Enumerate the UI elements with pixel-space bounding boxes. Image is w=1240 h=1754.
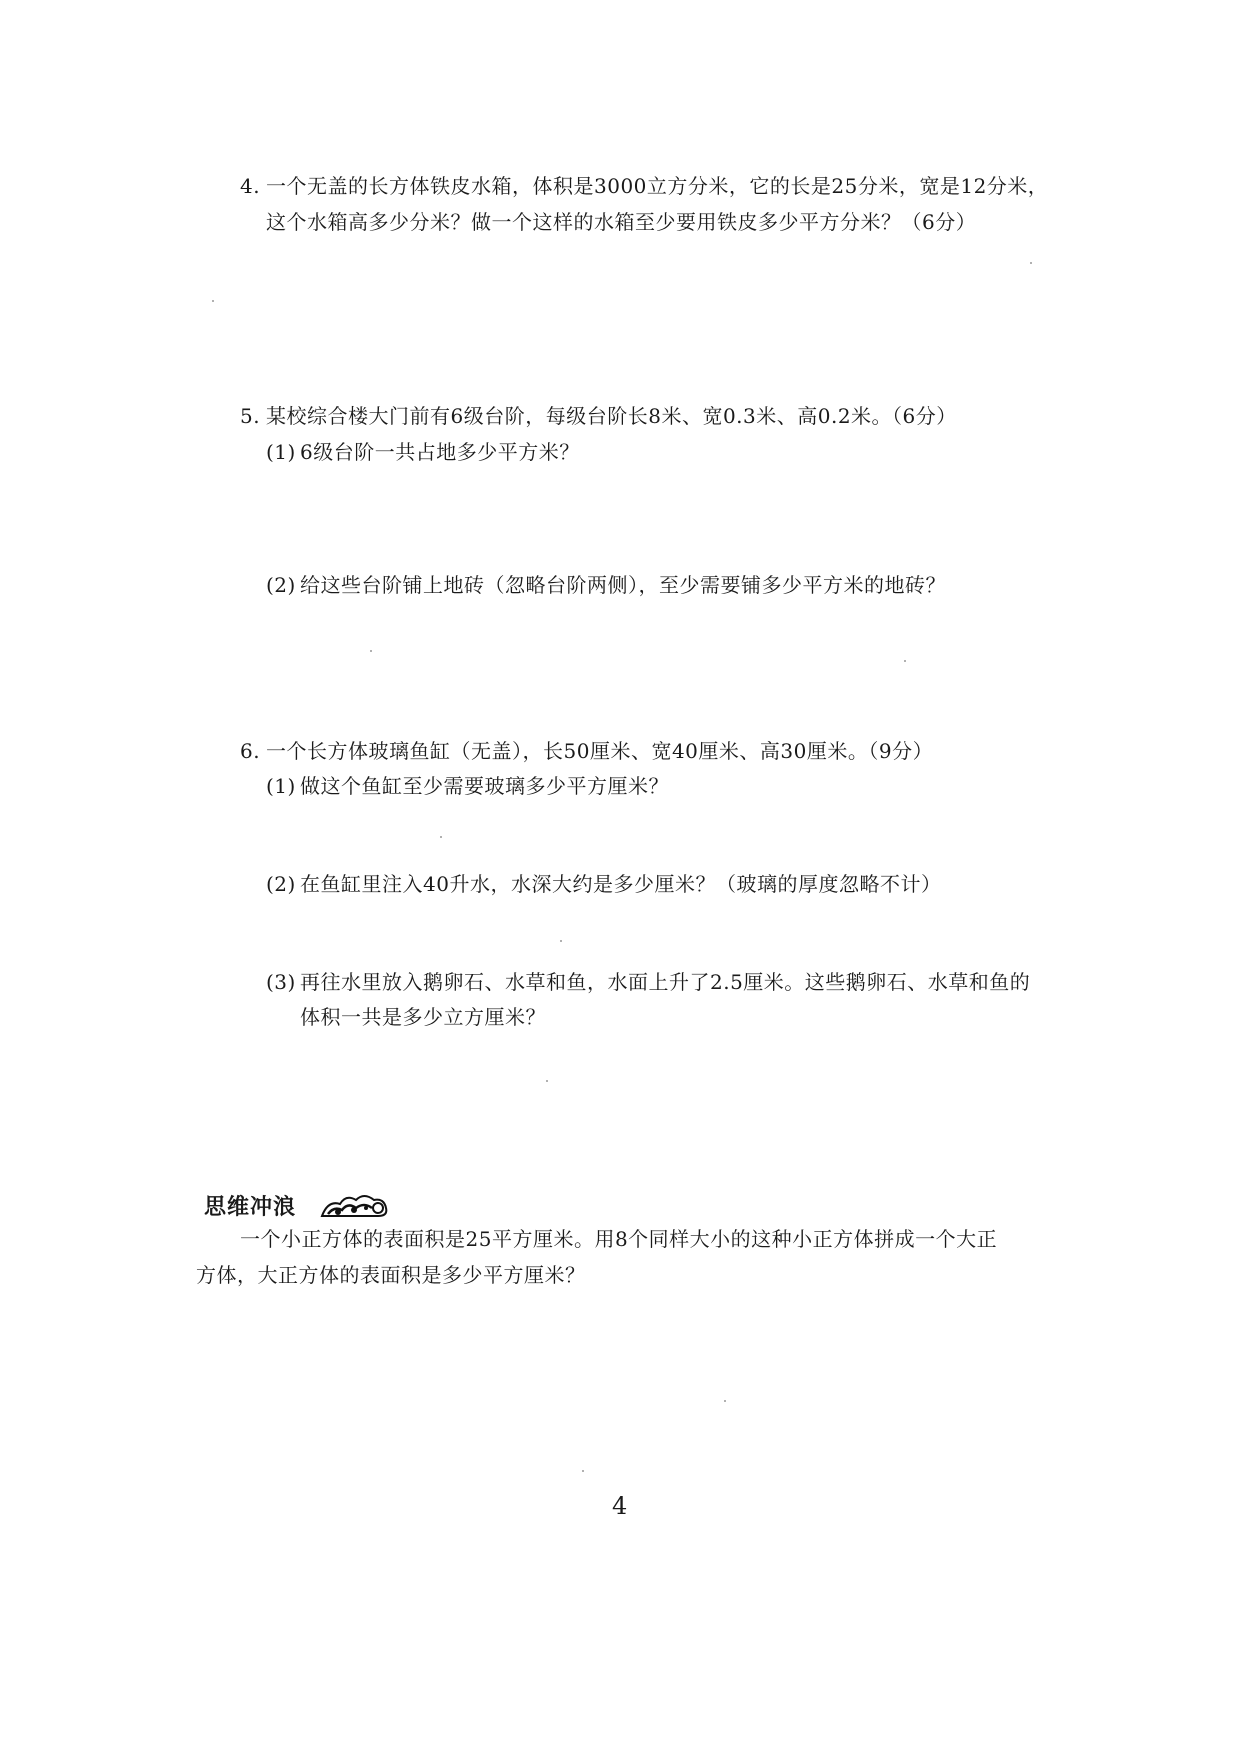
- question-5-sub-1-text: 6级台阶一共占地多少平方米？: [300, 440, 580, 464]
- question-5-line-1: [240, 402, 957, 430]
- question-5-number: 5.: [240, 404, 261, 428]
- question-6-sub-3-line-2: 体积一共是多少立方厘米？: [300, 1005, 546, 1029]
- scan-speck: [370, 650, 372, 652]
- section-heading: 思维冲浪: [204, 1195, 297, 1220]
- question-6-sub-1-label: (1): [266, 774, 296, 798]
- question-5-sub-1: [266, 438, 580, 466]
- thinking-line-1: 一个小正方体的表面积是25平方厘米。用8个同样大小的这种小正方体拼成一个大正: [240, 1227, 998, 1251]
- question-6-number: 6.: [240, 739, 261, 763]
- question-6-sub-2: [266, 870, 941, 898]
- question-6-sub-3-label: (3): [266, 970, 296, 994]
- question-6-sub-1: [266, 772, 669, 800]
- wave-ornament-icon: [318, 1186, 390, 1222]
- question-6-sub-3-text-1: 再往水里放入鹅卵石、水草和鱼，水面上升了2.5厘米。这些鹅卵石、水草和鱼的: [300, 970, 1031, 994]
- question-6-sub-3-line-1: [266, 968, 1030, 996]
- question-5-sub-2-text: 给这些台阶铺上地砖（忽略台阶两侧），至少需要铺多少平方米的地砖？: [300, 573, 946, 597]
- question-6-sub-2-text: 在鱼缸里注入40升水，水深大约是多少厘米？（玻璃的厚度忽略不计）: [300, 872, 942, 896]
- scan-speck: [1030, 262, 1032, 264]
- thinking-line-2: 方体，大正方体的表面积是多少平方厘米？: [196, 1263, 586, 1287]
- question-6-sub-1-text: 做这个鱼缸至少需要玻璃多少平方厘米？: [300, 774, 669, 798]
- question-4-number: 4.: [240, 174, 261, 198]
- scan-speck: [440, 836, 442, 838]
- question-6-text-1: 一个长方体玻璃鱼缸（无盖），长50厘米、宽40厘米、高30厘米。（9分）: [266, 739, 934, 763]
- question-4-line-2: 这个水箱高多少分米？做一个这样的水箱至少要用铁皮多少平方分米？（6分）: [266, 210, 977, 234]
- question-5-sub-2: [266, 571, 946, 599]
- question-4-line-1: [240, 172, 1048, 200]
- scan-speck: [904, 660, 906, 662]
- question-6-line-1: [240, 737, 933, 765]
- question-5-text-1: 某校综合楼大门前有6级台阶，每级台阶长8米、宽0.3米、高0.2米。（6分）: [266, 404, 957, 428]
- scan-speck: [560, 940, 562, 942]
- question-4-text-1: 一个无盖的长方体铁皮水箱，体积是3000立方分米，它的长是25分米，宽是12分米，: [266, 174, 1049, 198]
- scan-speck: [212, 300, 214, 302]
- question-6-sub-2-label: (2): [266, 872, 296, 896]
- page-number: 4: [612, 1492, 628, 1520]
- scan-speck: [724, 1400, 726, 1402]
- scan-speck: [546, 1080, 548, 1082]
- question-5-sub-2-label: (2): [266, 573, 296, 597]
- scan-speck: [582, 1470, 584, 1472]
- question-5-sub-1-label: (1): [266, 440, 296, 464]
